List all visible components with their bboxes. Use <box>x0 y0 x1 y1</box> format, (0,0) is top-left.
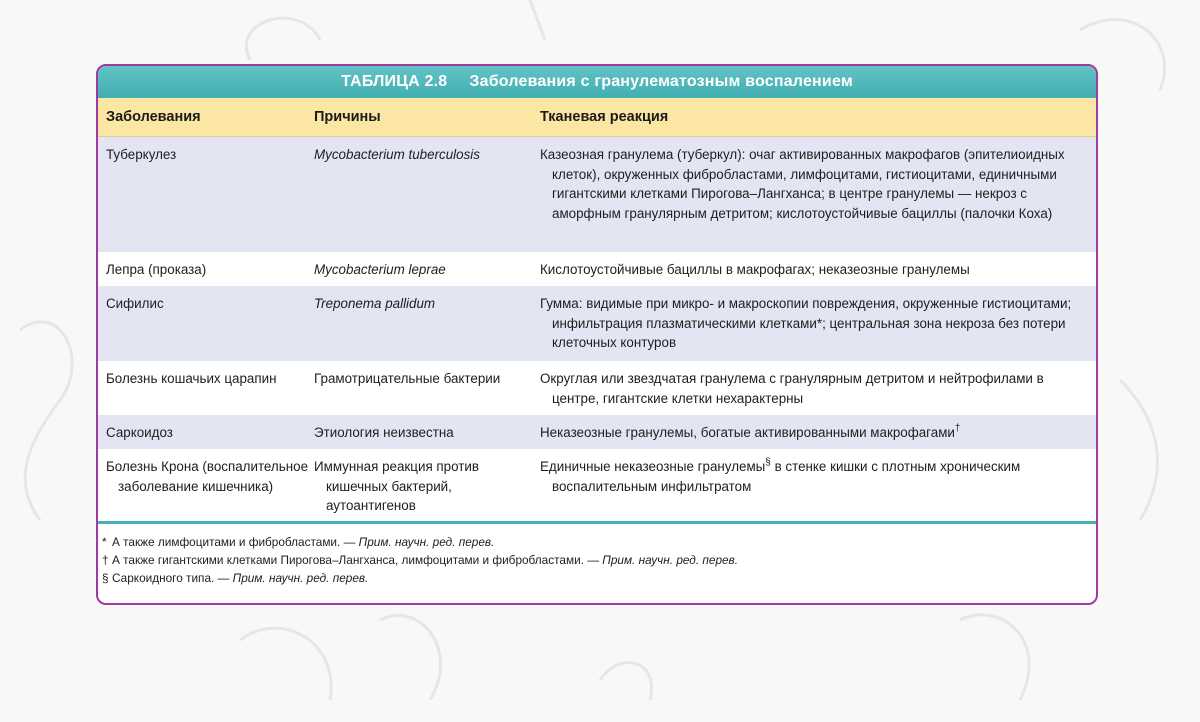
header-tissue-reaction: Тканевая реакция <box>540 109 669 125</box>
row-reaction <box>540 286 1096 361</box>
row-disease: Туберкулез <box>106 147 177 162</box>
table-header-row <box>98 98 1096 137</box>
table-title-bar <box>98 66 1096 98</box>
reaction-text: в стенке кишки с плотным хроническим воспалительным инфильтратом <box>552 459 1021 494</box>
table-row <box>98 137 1096 252</box>
footnote-source: Прим. научн. ред. перев. <box>602 553 738 567</box>
row-reaction: Округлая или звездчатая гранулема с гранулярным детритом и нейтрофилами в центре, гигантские клетки нехарактерны <box>540 371 1044 406</box>
reaction-text: ; центральная зона некроза без потери клеточных контуров <box>552 315 1066 350</box>
table-title: Заболевания с гранулематозным воспалением <box>469 73 853 90</box>
table-row <box>98 415 1096 449</box>
row-disease: Лепра (проказа) <box>106 262 207 277</box>
footnote-mark: † <box>102 553 109 567</box>
footnote-mark: § <box>102 571 109 585</box>
footnote-mark: † <box>954 423 961 434</box>
reaction-text: Гумма: видимые при микро- и макроскопии повреждения, окруженные гистиоцитами; инфильтрация плазматическими клетками <box>540 296 1072 331</box>
footnote-text: А также гигантскими клетками Пирогова–Лангханса, лимфоцитами и фибробластами. — <box>112 553 600 567</box>
row-cause: Этиология неизвестна <box>314 425 454 440</box>
table-number: ТАБЛИЦА 2.8 <box>341 73 448 90</box>
footnote-mark: * <box>102 535 107 549</box>
footnote-mark: * <box>816 315 823 331</box>
footnote-text: А также лимфоцитами и фибробластами. — <box>112 535 356 549</box>
table-card <box>96 64 1098 605</box>
reaction-text: Единичные неказеозные гранулемы <box>540 459 766 474</box>
footnote <box>102 569 1096 587</box>
table-row <box>98 361 1096 415</box>
row-cause: Mycobacterium leprae <box>314 262 446 277</box>
row-cause: Грамотрицательные бактерии <box>314 371 501 386</box>
footnote-source: Прим. научн. ред. перев. <box>232 571 369 585</box>
row-cause: Treponema pallidum <box>314 296 436 311</box>
header-causes: Причины <box>314 109 381 125</box>
footnote-text: Саркоидного типа. — <box>112 571 230 585</box>
footnote <box>102 551 1096 569</box>
row-disease: Болезнь Крона (воспалительное заболевание кишечника) <box>106 459 309 494</box>
row-disease: Сифилис <box>106 296 164 311</box>
footnote-source: Прим. научн. ред. перев. <box>358 535 495 549</box>
table-row <box>98 252 1096 286</box>
footnote <box>102 533 1096 551</box>
footnote-mark: § <box>765 457 771 468</box>
header-diseases: Заболевания <box>106 109 201 125</box>
reaction-text: Неказеозные гранулемы, богатые активированными макрофагами <box>540 425 955 440</box>
row-reaction <box>540 449 1096 521</box>
row-disease: Болезнь кошачьих царапин <box>106 371 277 386</box>
row-cause: Mycobacterium tuberculosis <box>314 147 480 162</box>
table-row <box>98 286 1096 361</box>
table-row <box>98 449 1096 521</box>
row-reaction: Казеозная гранулема (туберкул): очаг активированных макрофагов (эпителиоидных клеток), окруженных фибробластами, лимфоцитами, гистиоцитами, единичными гигантскими клетками Пирогова–Лангханса; в центре гранулемы — некроз с аморфным гранулярным детритом; кислотоустойчивые бациллы (палочки Коха) <box>540 147 1065 221</box>
footnotes <box>98 524 1096 587</box>
row-reaction <box>540 415 1096 449</box>
row-cause: Иммунная реакция против кишечных бактерий, аутоантигенов <box>314 459 479 513</box>
row-reaction: Кислотоустойчивые бациллы в макрофагах; неказеозные гранулемы <box>540 262 970 277</box>
row-disease: Саркоидоз <box>106 425 173 440</box>
